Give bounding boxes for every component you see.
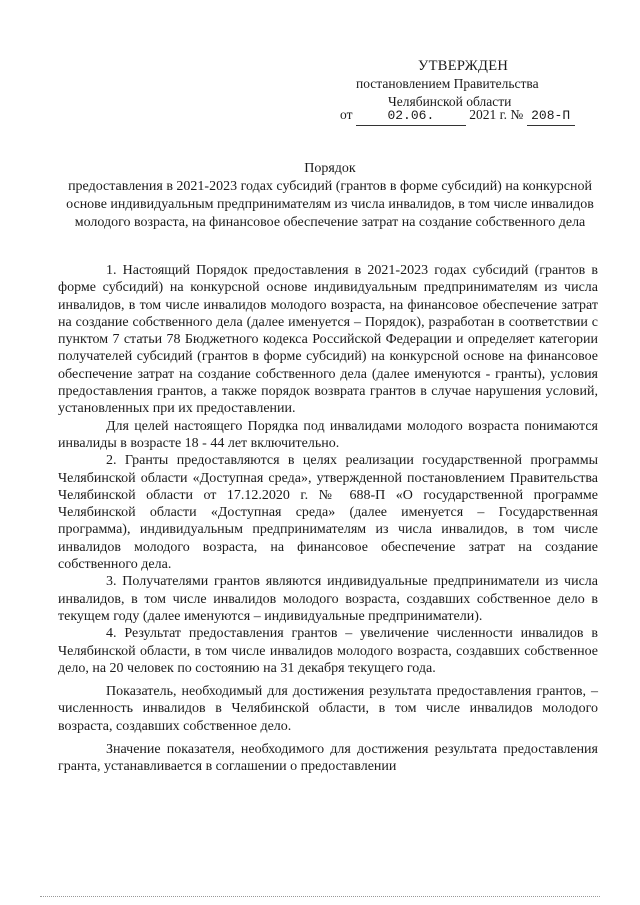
paragraph-1-note: Для целей настоящего Порядка под инвалидами молодого возраста понимаются инвалиды в возрасте 18 - 44 лет включительно. <box>58 418 598 451</box>
approval-line-1: постановлением Правительства <box>356 76 539 91</box>
paragraph-3: 3. Получателями грантов являются индивидуальные предприниматели из числа инвалидов, в том числе инвалидов молодого возраста, создавших собственное дело в текущем году (далее именуются – индивидуальные предприниматели). <box>58 574 598 624</box>
page-bottom-edge <box>40 896 600 897</box>
approval-date-line <box>340 106 610 126</box>
paragraph-2: 2. Гранты предоставляются в целях реализации государственной программы Челябинской области «Доступная среда», утвержденной постановлением Правительства Челябинской области от 17.12.2020 г. № 688-П «О государственной программе Челябинской области «Доступная среда» (далее именуется – Государственная программа), индивидуальным предпринимателям из числа инвалидов, в том числе инвалидов молодого возраста, на финансовое обеспечение затрат на создание собственного дела. <box>58 453 598 573</box>
approval-block <box>330 57 600 111</box>
year-text: 2021 г. № <box>469 107 524 122</box>
date-prefix: от <box>340 107 353 122</box>
document-title <box>60 160 600 232</box>
date-value: 02.06. <box>356 107 466 126</box>
paragraph-4: 4. Результат предоставления грантов – увеличение численности инвалидов в Челябинской области, в том числе инвалидов молодого возраста, создавших собственное дело, на 20 человек по состоянию на 31 декабря текущего года. <box>58 626 598 676</box>
decree-number: 208-П <box>527 107 575 126</box>
title-heading: Порядок <box>304 161 356 176</box>
document-body <box>58 262 598 776</box>
approval-heading: УТВЕРЖДЕН <box>418 58 509 74</box>
paragraph-1: 1. Настоящий Порядок предоставления в 2021-2023 годах субсидий (грантов в форме субсидий) на конкурсной основе индивидуальным предпринимателям из числа инвалидов, в том числе инвалидов молодого возраста, на финансовое обеспечение затрат на создание собственного дела (далее именуется – Порядок), разработан в соответствии с пунктом 7 статьи 78 Бюджетного кодекса Российской Федерации и определяет категории получателей субсидий (грантов в форме субсидий) на конкурсной основе на финансовое обеспечение затрат на создание собственного дела (далее именуются - гранты), условия предоставления грантов, а также порядок возврата грантов в случае нарушения условий, установленных при их предоставлении. <box>58 263 598 417</box>
approval-line-2: Челябинской области <box>388 94 512 109</box>
paragraph-indicator-value: Значение показателя, необходимого для достижения результата предоставления гранта, устанавливается в соглашении о предоставлении <box>58 742 598 775</box>
paragraph-indicator: Показатель, необходимый для достижения результата предоставления грантов, – численность инвалидов в Челябинской области, в том числе инвалидов молодого возраста, создавших собственное дело. <box>58 684 598 734</box>
title-text: предоставления в 2021-2023 годах субсидий (грантов в форме субсидий) на конкурсной основе индивидуальным предпринимателям из числа инвалидов, в том числе инвалидов молодого возраста, на финансовое обеспечение затрат на создание собственного дела <box>66 179 594 230</box>
